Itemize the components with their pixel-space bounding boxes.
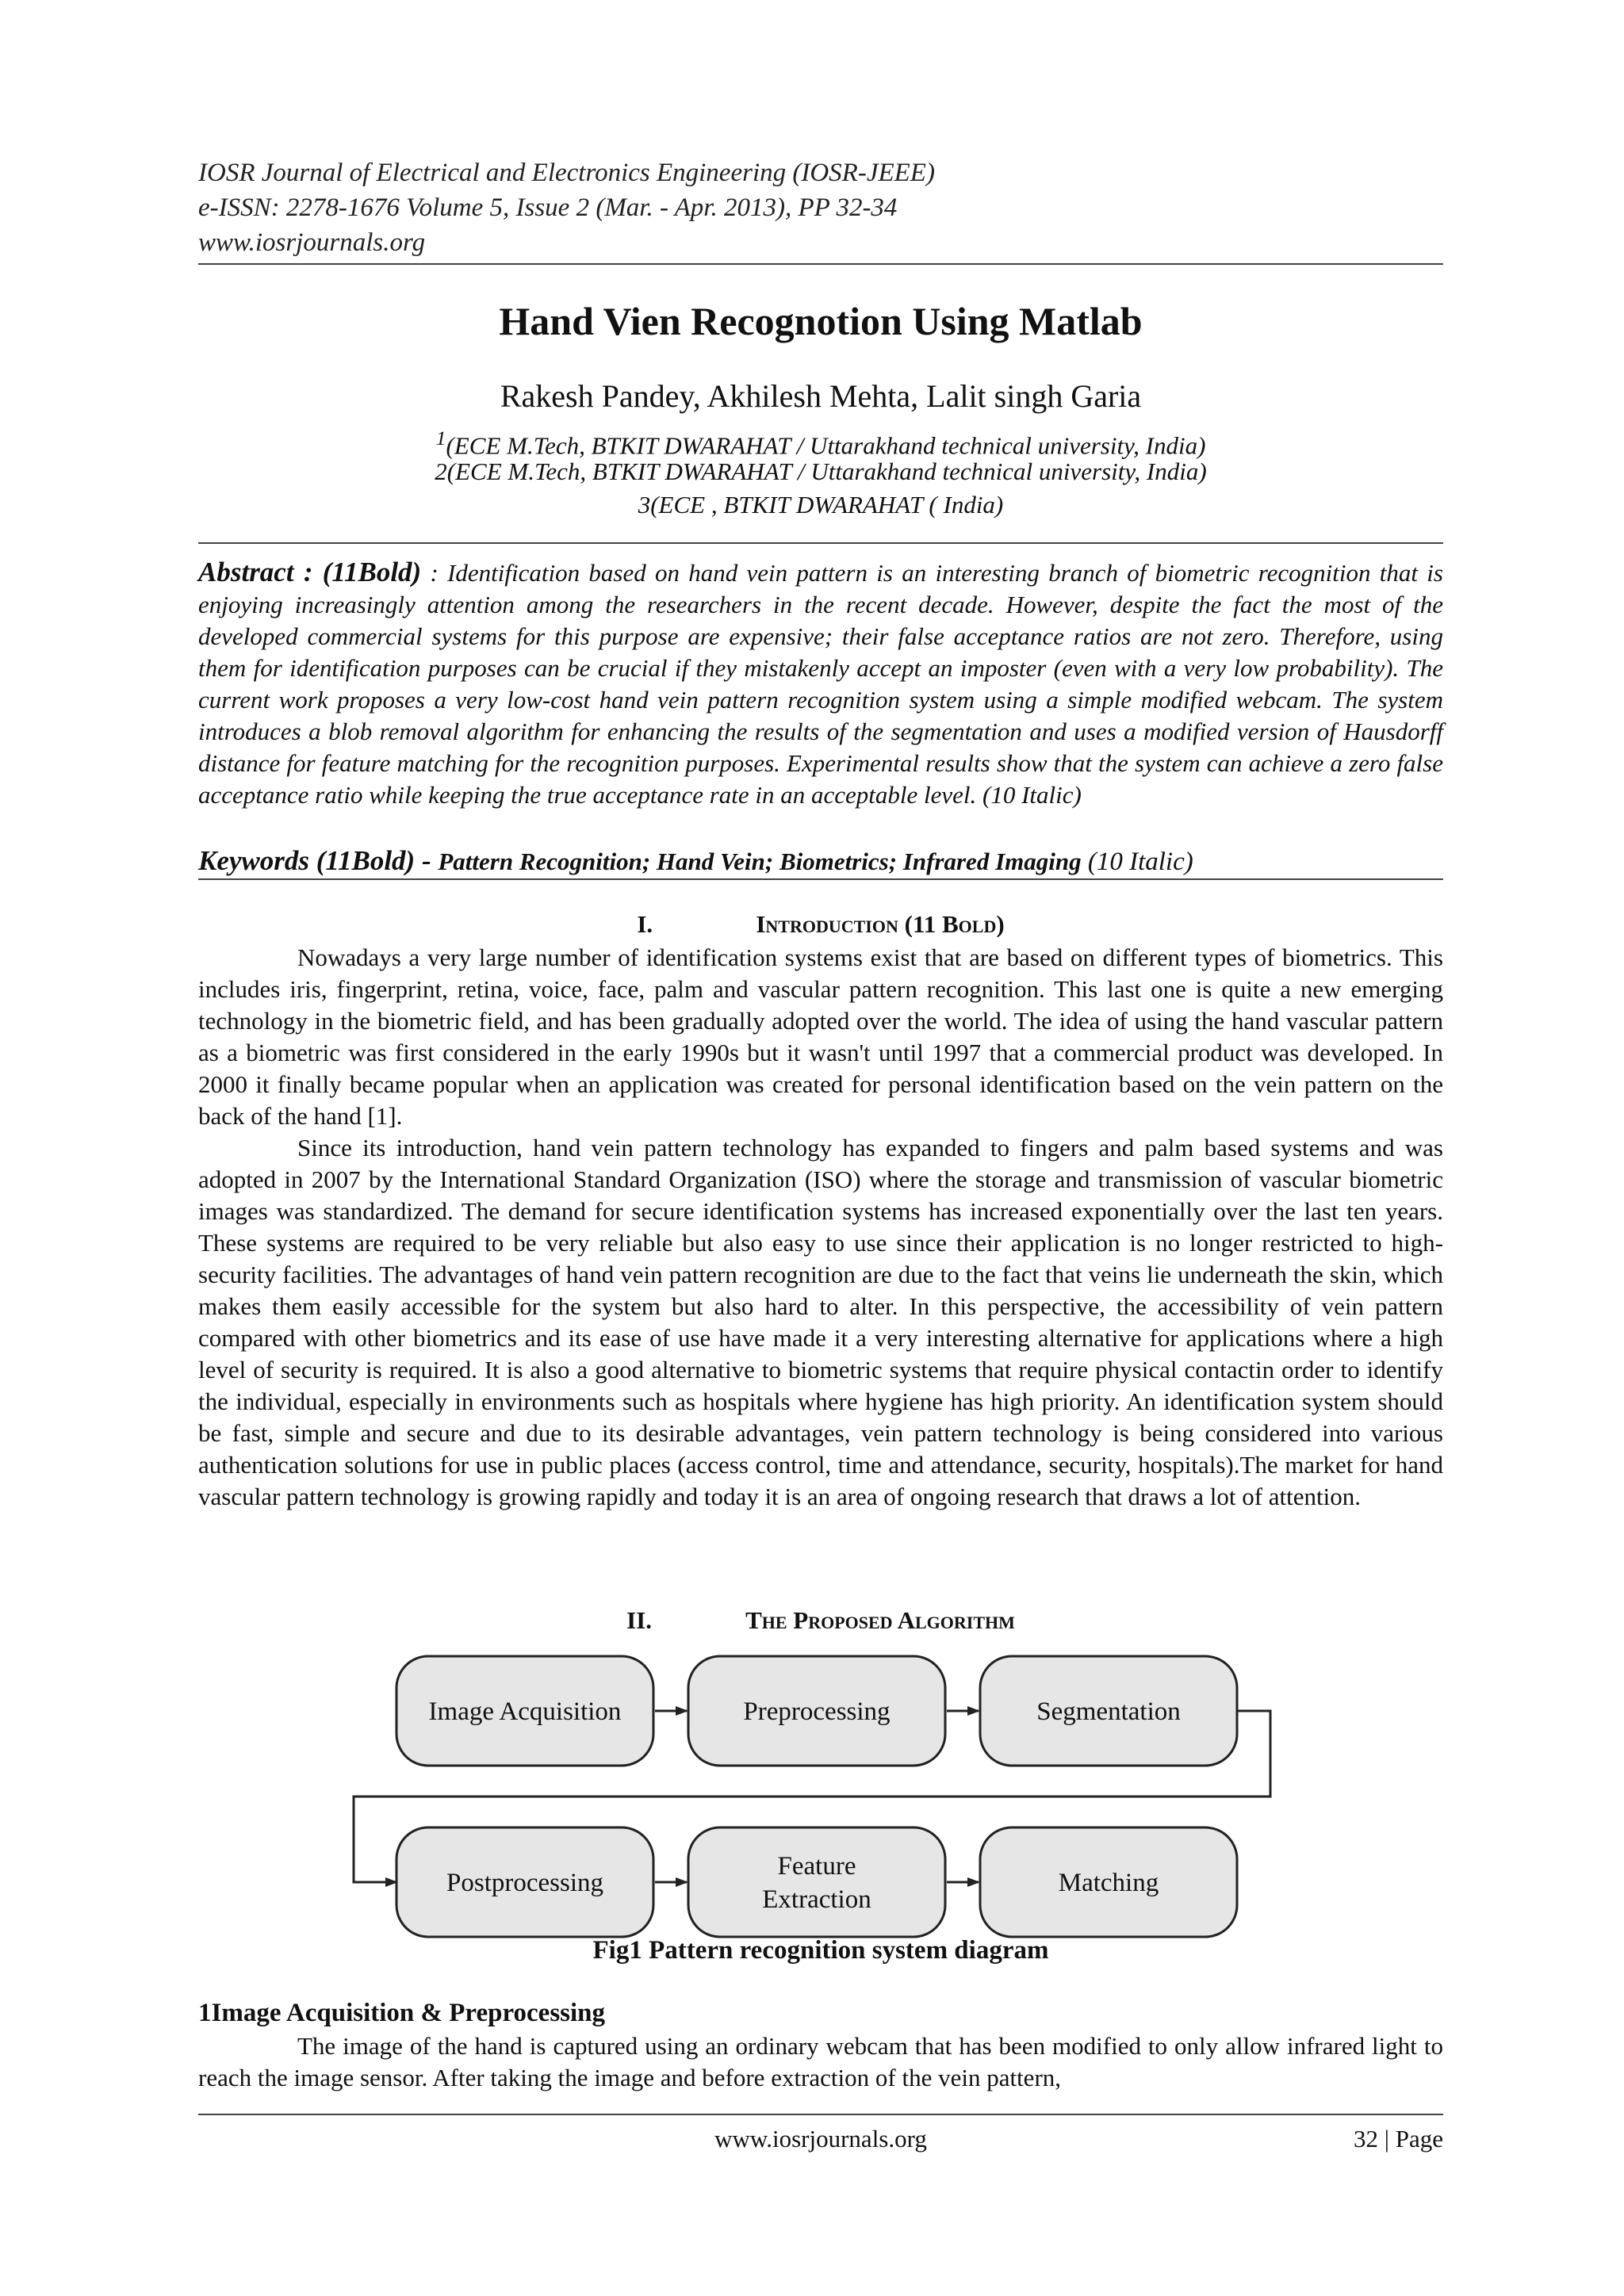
figure-caption: Fig1 Pattern recognition system diagram xyxy=(592,1936,1049,1965)
diagram-label-feature-extraction-line-1: Feature xyxy=(777,1852,856,1881)
diagram-label-postprocessing: Postprocessing xyxy=(446,1869,603,1897)
footer-page-number: 32 | Page xyxy=(1354,2125,1443,2152)
section-1-number: I. xyxy=(637,910,653,938)
diagram-label-preprocessing: Preprocessing xyxy=(743,1697,891,1726)
subsection-1-paragraph: The image of the hand is captured using an ordinary webcam that has been modified to only allow infrared light to reach the image sensor. After taking the image and before extraction of the vein pattern, xyxy=(198,2032,1443,2091)
section-2-number: II. xyxy=(626,1606,652,1634)
abstract-label: Abstract : (11Bold) xyxy=(198,557,422,587)
journal-issn-line: e-ISSN: 2278-1676 Volume 5, Issue 2 (Mar. - Apr. 2013), PP 32-34 xyxy=(198,193,898,222)
section-1-title: Introduction (11 Bold) xyxy=(756,910,1005,938)
journal-name: IOSR Journal of Electrical and Electronics Engineering (IOSR-JEEE) xyxy=(198,159,935,187)
subsection-1-heading: 1Image Acquisition & Preprocessing xyxy=(198,1999,606,2027)
subsection-1-body xyxy=(198,2030,1443,2094)
diagram-box-feature-extraction xyxy=(688,1827,945,1937)
footer-website[interactable]: www.iosrjournals.org xyxy=(714,2125,927,2152)
keywords-terms: Pattern Recognition; Hand Vein; Biometrics; Infrared Imaging xyxy=(438,848,1082,875)
journal-website[interactable]: www.iosrjournals.org xyxy=(198,228,426,257)
affiliation-1-text: (ECE M.Tech, BTKIT DWARAHAT / Uttarakhand technical university, India) xyxy=(446,431,1206,460)
keywords-note: (10 Italic) xyxy=(1081,848,1193,876)
affiliation-3: 3(ECE , BTKIT DWARAHAT ( India) xyxy=(638,491,1004,519)
footer-rule xyxy=(198,2114,1443,2115)
diagram-label-feature-extraction-line-2: Extraction xyxy=(762,1885,871,1914)
abstract-text: Identification based on hand vein pattern is an interesting branch of biometric recognition that is enjoying increasingly attention among the researchers in the recent decade. However, despite the fact the most of the developed commercial systems for this purpose are expensive; their false acceptance ratios are not zero. Therefore, using them for identification purposes can be crucial if they mistakenly accept an imposter (even with a very low probability). The current work proposes a very low-cost hand vein pattern recognition system using a simple modified webcam. The system introduces a blob removal algorithm for enhancing the results of the segmentation and uses a modified version of Hausdorff distance for feature matching for the recognition purposes. Experimental results show that the system can achieve a zero false acceptance ratio while keeping the true acceptance rate in an acceptable level. (10 Italic) xyxy=(198,559,1443,809)
section-1-paragraph-1: Nowadays a very large number of identification systems exist that are based on different types of biometrics. This includes iris, fingerprint, retina, voice, face, palm and vascular pattern recognition. This last one is quite a new emerging technology in the biometric field, and has been gradually adopted over the world. The idea of using the hand vascular pattern as a biometric was first considered in the early 1990s but it wasn't until 1997 that a commercial product was developed. In 2000 it finally became popular when an application was created for personal identification based on the vein pattern on the back of the hand [1]. xyxy=(198,943,1443,1130)
keywords-label: Keywords (11Bold) - xyxy=(198,845,439,876)
section-1-paragraph-2: Since its introduction, hand vein pattern technology has expanded to fingers and palm based systems and was adopted in 2007 by the International Standard Organization (ISO) where the storage and transmission of vascular biometric images was standardized. The demand for secure identification systems has increased exponentially over the last ten years. These systems are required to be very reliable but also easy to use since their application is no longer restricted to high-security facilities. The advantages of hand vein pattern recognition are due to the fact that veins lie underneath the skin, which makes them easily accessible for the system but also hard to alter. In this perspective, the accessibility of vein pattern compared with other biometrics and its ease of use have made it a very interesting alternative for applications where a high level of security is required. It is also a good alternative to biometric systems that require physical contactin order to identify the individual, especially in environments such as hospitals where hygiene has high priority. An identification system should be fast, simple and secure and due to its desirable advantages, vein pattern technology is being considered into various authentication solutions for use in public places (access control, time and attendance, security, hospitals).The market for hand vascular pattern technology is growing rapidly and today it is an area of ongoing research that draws a lot of attention. xyxy=(198,1134,1443,1510)
section-2-title: The Proposed Algorithm xyxy=(745,1606,1015,1634)
abstract-separator: : xyxy=(421,559,448,587)
diagram-label-matching: Matching xyxy=(1058,1869,1159,1897)
affiliation-1-sup: 1 xyxy=(435,427,446,450)
paper-title: Hand Vien Recognotion Using Matlab xyxy=(499,299,1143,343)
diagram-label-image-acquisition: Image Acquisition xyxy=(428,1697,622,1726)
affiliation-2: 2(ECE M.Tech, BTKIT DWARAHAT / Uttarakhand technical university, India) xyxy=(435,457,1207,485)
diagram-label-segmentation: Segmentation xyxy=(1036,1697,1181,1726)
paper-authors: Rakesh Pandey, Akhilesh Mehta, Lalit singh Garia xyxy=(500,378,1142,414)
